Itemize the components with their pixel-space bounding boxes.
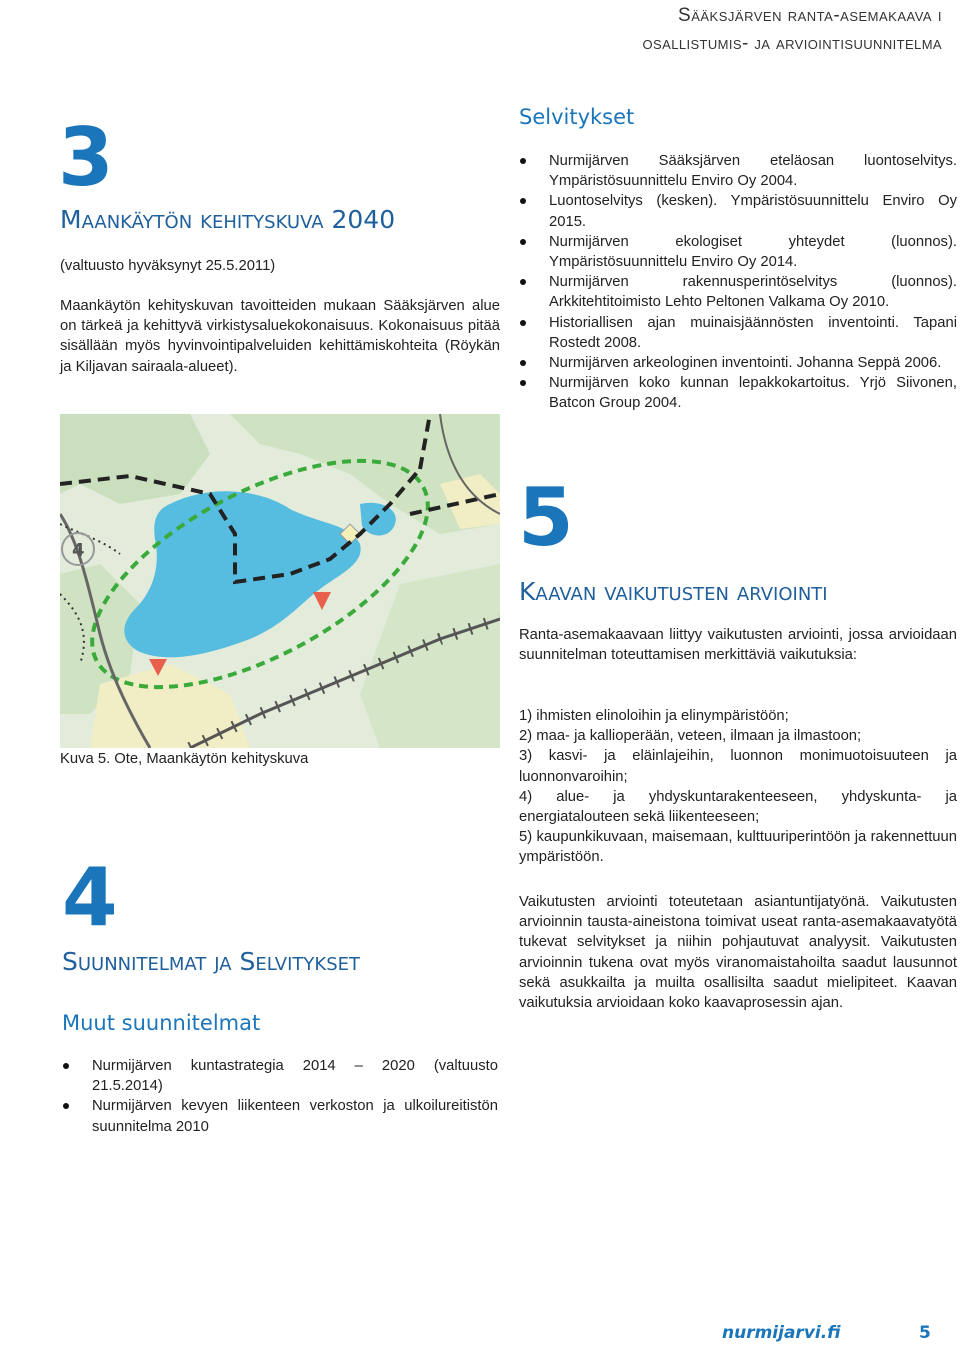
map-circle-marker-label: 4 [72, 540, 85, 561]
footer-website: nurmijarvi.fi [722, 1323, 841, 1343]
section-4-number: 4 [62, 851, 116, 944]
land-use-map [60, 414, 500, 748]
list-item: Nurmijärven Sääksjärven eteläosan luontoselvitys. Ympäristösuunnittelu Enviro Oy 2004. [519, 151, 957, 191]
section-3-body: Maankäytön kehityskuvan tavoitteiden mukaan Sääksjärven alue on tärkeä ja kehittyvä virkistysaluekokonaisuus. Kokonaisuus pitää sisällään myös hyvinvointipalveluiden kehittämiskohteita (Röykän ja Kiljavan sairaala-alueet). [60, 298, 500, 375]
list-item: Nurmijärven kevyen liikenteen verkoston ja ulkoilureitistön suunnitelma 2010 [62, 1096, 498, 1136]
section-4-title: Suunnitelmat ja Selvitykset [62, 947, 360, 976]
section-5-number: 5 [518, 471, 572, 564]
section-5-intro: Ranta-asemakaavaan liittyy vaikutusten arviointi, jossa arvioidaan suunnitelman toteuttamisen merkittäviä vaikutuksia: [519, 627, 957, 664]
page-number: 5 [919, 1323, 931, 1343]
document-header-title: Sääksjärven ranta-asemakaava i [678, 5, 942, 26]
list-item: Nurmijärven koko kunnan lepakkokartoitus. Yrjö Siivonen, Batcon Group 2004. [519, 373, 957, 413]
section-3-subtitle: (valtuusto hyväksynyt 25.5.2011) [60, 258, 276, 274]
section-3-title: Maankäytön kehityskuva 2040 [60, 205, 396, 234]
section-5-closing: Vaikutusten arviointi toteutetaan asiantuntijatyönä. Vaikutusten arvioinnin tausta-aineistona toimivat useat ranta-asemakaavatyötä tukevat selvitykset ja niihin pohjautuvat analyysit. Vaikutusten arvioinnin tukena ovat myös viranomaistahoilta saadut lausunnot sekä asukkailta ja muilta osallisilta saadut mielipiteet. Kaavan vaikutuksia arvioidaan koko kaavaprosessin ajan. [519, 894, 957, 1012]
other-plans-heading: Muut suunnitelmat [62, 1011, 261, 1035]
other-plans-list [62, 1056, 498, 1137]
impact-item: 1) ihmisten elinoloihin ja elinympäristöön; [519, 708, 789, 724]
impacts-list [519, 706, 957, 868]
document-header-subtitle: osallistumis- ja arviointisuunnitelma [642, 33, 942, 54]
list-item: Nurmijärven arkeologinen inventointi. Johanna Seppä 2006. [519, 353, 957, 373]
section-5-title: Kaavan vaikutusten arviointi [519, 577, 828, 606]
impact-item: 2) maa- ja kallioperään, veteen, ilmaan ja ilmastoon; [519, 728, 862, 745]
map-caption: Kuva 5. Ote, Maankäytön kehityskuva [60, 751, 309, 767]
impact-item: 4) alue- ja yhdyskuntarakenteeseen, yhdyskunta- ja energiatalouteen sekä liikenteeseen; [519, 788, 957, 826]
section-3-number: 3 [58, 111, 112, 204]
surveys-heading: Selvitykset [519, 105, 635, 129]
surveys-list [519, 151, 957, 414]
list-item: Nurmijärven ekologiset yhteydet (luonnos). Ympäristösuunnittelu Enviro Oy 2014. [519, 232, 957, 272]
list-item: Nurmijärven rakennusperintöselvitys (luonnos). Arkkitehtitoimisto Lehto Peltonen Valkama Oy 2010. [519, 272, 957, 312]
list-item: Nurmijärven kuntastrategia 2014 – 2020 (valtuusto 21.5.2014) [62, 1056, 498, 1096]
impact-item: 3) kasvi- ja eläinlajeihin, luonnon monimuotoisuuteen ja luonnonvaroihin; [519, 748, 957, 785]
list-item: Luontoselvitys (kesken). Ympäristösuunnittelu Enviro Oy 2015. [519, 191, 957, 231]
impact-item: 5) kaupunkikuvaan, maisemaan, kulttuuriperintöön ja rakennettuun ympäristöön. [519, 829, 957, 866]
list-item: Historiallisen ajan muinaisjäännösten inventointi. Tapani Rostedt 2008. [519, 313, 957, 353]
